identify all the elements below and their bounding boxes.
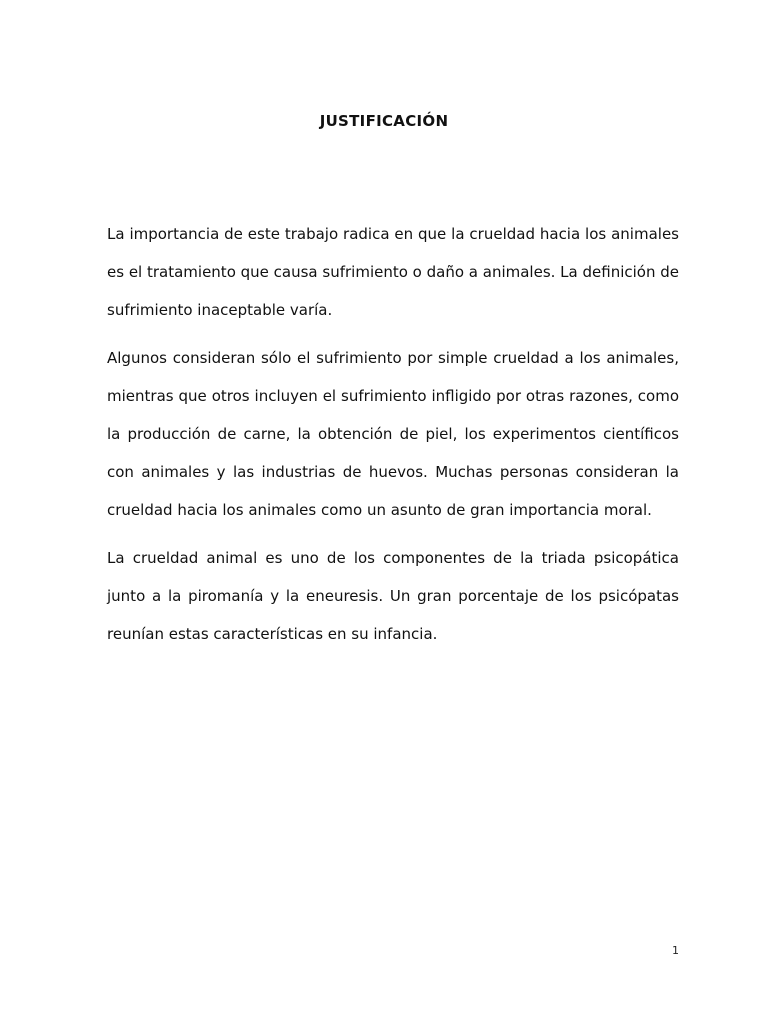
paragraph-3: La crueldad animal es uno de los componentes de la triada psicopática junto a la piromanía y la eneuresis. Un gran porcentaje de los psicópatas reunían estas características en su infancia.: [107, 549, 679, 643]
paragraph-2: Algunos consideran sólo el sufrimiento por simple crueldad a los animales, mientras que otros incluyen el sufrimiento infligido por otras razones, como la producción de carne, la obtención de piel, los experimentos científicos con animales y las industrias de huevos. Muchas personas consideran la crueldad hacia los animales como un asunto de gran importancia moral.: [107, 349, 679, 519]
paragraph-1: La importancia de este trabajo radica en que la crueldad hacia los animales es el tratamiento que causa sufrimiento o daño a animales. La definición de sufrimiento inaceptable varía.: [107, 225, 679, 319]
page-number: 1: [672, 944, 679, 957]
page-title: JUSTIFICACIÓN: [319, 112, 449, 130]
body-text: [107, 215, 679, 663]
